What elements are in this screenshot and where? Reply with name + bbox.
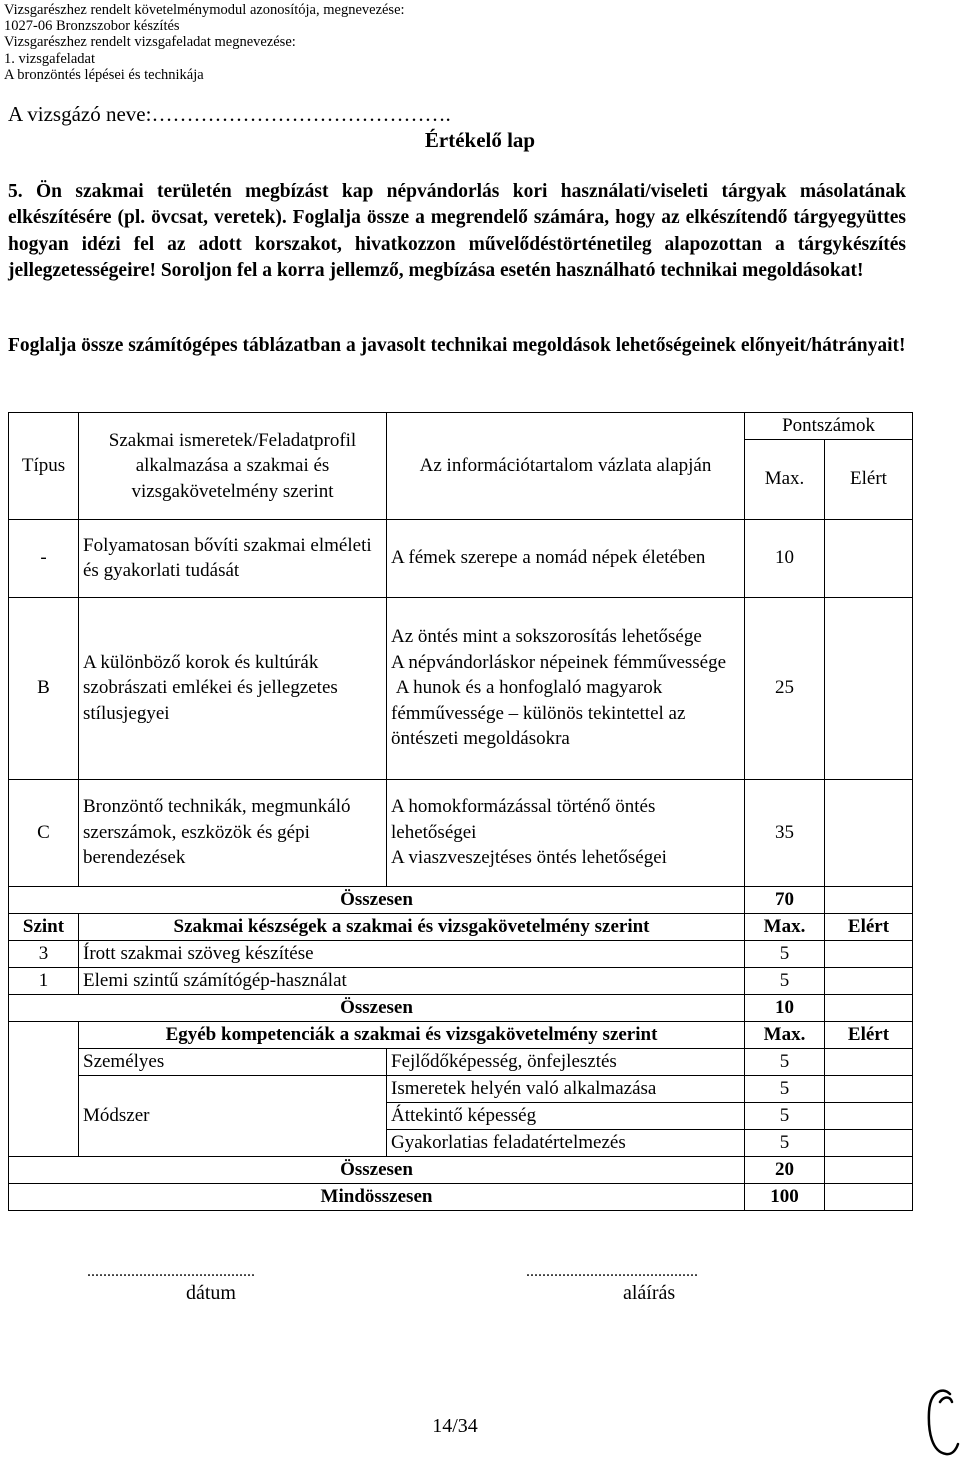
- row-content-line: A népvándorláskor népeinek fémművessége: [391, 651, 727, 673]
- row-profile: Bronzöntő technikák, megmunkáló szerszámok, eszközök és gépi berendezések: [79, 779, 387, 886]
- row-type: C: [9, 779, 79, 886]
- grand-total-label: Mindösszesen: [9, 1183, 745, 1210]
- row-max: 25: [745, 597, 825, 779]
- date-label: dátum: [186, 1282, 236, 1304]
- header-achieved: Elért: [825, 439, 913, 519]
- competence-achieved: [825, 1102, 913, 1129]
- skill-name: Írott szakmai szöveg készítése: [79, 940, 745, 967]
- competence-name: Ismeretek helyén való alkalmazása: [387, 1075, 745, 1102]
- competence-header-achieved: Elért: [825, 1021, 913, 1048]
- blank-cell: [9, 1021, 79, 1048]
- subtotal-value: 20: [745, 1156, 825, 1183]
- blank-cell: [9, 1102, 79, 1129]
- table-row: [9, 940, 913, 967]
- table-row: [9, 519, 913, 597]
- header-task-number: 1. vizsgafeladat: [4, 50, 95, 67]
- signature-label: aláírás: [623, 1282, 676, 1304]
- skill-level: 3: [9, 940, 79, 967]
- task-instruction: Foglalja össze számítógépes táblázatban a javasolt technikai megoldások lehetőségeinek előnyeit/hátrányait!: [8, 335, 906, 356]
- skill-max: 5: [745, 940, 825, 967]
- row-content: [387, 597, 745, 779]
- header-task-name: A bronzöntés lépései és technikája: [4, 66, 204, 83]
- row-achieved: [825, 519, 913, 597]
- skills-header-level: Szint: [9, 913, 79, 940]
- blank-cell: [9, 1048, 79, 1075]
- skill-max: 5: [745, 967, 825, 994]
- skill-level: 1: [9, 967, 79, 994]
- header-points: Pontszámok: [745, 413, 913, 440]
- subtotal-label: Összesen: [9, 1156, 745, 1183]
- table-row: [9, 967, 913, 994]
- subtotal-value: 70: [745, 886, 825, 913]
- subtotal-achieved: [825, 886, 913, 913]
- skill-achieved: [825, 940, 913, 967]
- row-achieved: [825, 779, 913, 886]
- competence-max: 5: [745, 1129, 825, 1156]
- row-content: A fémek szerepe a nomád népek életében: [387, 519, 745, 597]
- row-content-line: A viaszveszejtéses öntés lehetőségei: [391, 847, 667, 869]
- competence-max: 5: [745, 1048, 825, 1075]
- grand-total-value: 100: [745, 1183, 825, 1210]
- sheet-title: Értékelő lap: [424, 128, 536, 152]
- skills-header-title: Szakmai készségek a szakmai és vizsgakövetelmény szerint: [79, 913, 745, 940]
- row-profile: Folyamatosan bővíti szakmai elméleti és gyakorlati tudását: [79, 519, 387, 597]
- subtotal-achieved: [825, 1156, 913, 1183]
- table-row: [9, 1048, 913, 1075]
- row-content-line: A homokformázással történő öntés lehetőségei: [391, 796, 656, 843]
- competence-max: 5: [745, 1075, 825, 1102]
- header-content: Az információtartalom vázlata alapján: [387, 413, 745, 520]
- grand-total-achieved: [825, 1183, 913, 1210]
- task-description: 5. Ön szakmai területén megbízást kap népvándorlás kori használati/viseleti tárgyak másolatának elkészítésére (pl. övcsat, veretek). Foglalja össze a megrendelő számára, hogy az elkészítendő tárgyegyüttes hogyan idézi fel az adott korszakot, hivatkozzon művelődéstörténetileg alapozottan a tárgykészítés jellegzetességeire! Soroljon fel a korra jellemző, megbízása esetén használható technikai megoldásokat!: [8, 181, 906, 281]
- header-module-name: 1027-06 Bronzszobor készítés: [4, 18, 180, 35]
- competence-category: Módszer: [79, 1075, 387, 1156]
- table-row: [9, 1075, 913, 1102]
- competence-name: Gyakorlatias feladatértelmezés: [387, 1129, 745, 1156]
- competence-name: Áttekintő képesség: [387, 1102, 745, 1129]
- skill-name: Elemi szintű számítógép-használat: [79, 967, 745, 994]
- skill-achieved: [825, 967, 913, 994]
- row-content-line: A hunok és a honfoglaló magyarok fémművessége – különös tekintettel az öntészeti megoldásokra: [391, 677, 691, 750]
- skills-header-max: Max.: [745, 913, 825, 940]
- row-achieved: [825, 597, 913, 779]
- row-max: 10: [745, 519, 825, 597]
- row-max: 35: [745, 779, 825, 886]
- evaluation-table: [8, 412, 913, 1211]
- competence-achieved: [825, 1075, 913, 1102]
- competence-name: Fejlődőképesség, önfejlesztés: [387, 1048, 745, 1075]
- row-profile: A különböző korok és kultúrák szobrászati emlékei és jellegzetes stílusjegyei: [79, 597, 387, 779]
- competence-header-title: Egyéb kompetenciák a szakmai és vizsgakövetelmény szerint: [79, 1021, 745, 1048]
- header-max: Max.: [745, 439, 825, 519]
- table-row: [9, 597, 913, 779]
- competence-max: 5: [745, 1102, 825, 1129]
- header-task-label: Vizsgarészhez rendelt vizsgafeladat megnevezése:: [4, 34, 296, 51]
- header-type: Típus: [9, 413, 79, 520]
- blank-cell: [9, 1075, 79, 1102]
- row-type: -: [9, 519, 79, 597]
- subtotal-value: 10: [745, 994, 825, 1021]
- row-type: B: [9, 597, 79, 779]
- row-content: [387, 779, 745, 886]
- competence-header-max: Max.: [745, 1021, 825, 1048]
- page-number: 14/34: [432, 1415, 478, 1437]
- subtotal-achieved: [825, 994, 913, 1021]
- subtotal-label: Összesen: [9, 994, 745, 1021]
- competence-category: Személyes: [79, 1048, 387, 1075]
- skills-header-achieved: Elért: [825, 913, 913, 940]
- header-module-label: Vizsgarészhez rendelt követelménymodul azonosítója, megnevezése:: [4, 2, 405, 18]
- date-dotted-line: ..........................................: [87, 1263, 255, 1280]
- competence-achieved: [825, 1048, 913, 1075]
- header-profile: Szakmai ismeretek/Feladatprofil alkalmazása a szakmai és vizsgakövetelmény szerint: [79, 413, 387, 520]
- subtotal-label: Összesen: [9, 886, 745, 913]
- candidate-name-line: A vizsgázó neve:…………………………………….: [8, 102, 451, 126]
- competence-achieved: [825, 1129, 913, 1156]
- blank-cell: [9, 1129, 79, 1156]
- row-content-line: Az öntés mint a sokszorosítás lehetősége: [391, 626, 702, 648]
- signature-dotted-line: ...........................................: [526, 1263, 698, 1280]
- handwritten-initial: [920, 1382, 960, 1462]
- document-header: [4, 2, 405, 83]
- table-row: [9, 779, 913, 886]
